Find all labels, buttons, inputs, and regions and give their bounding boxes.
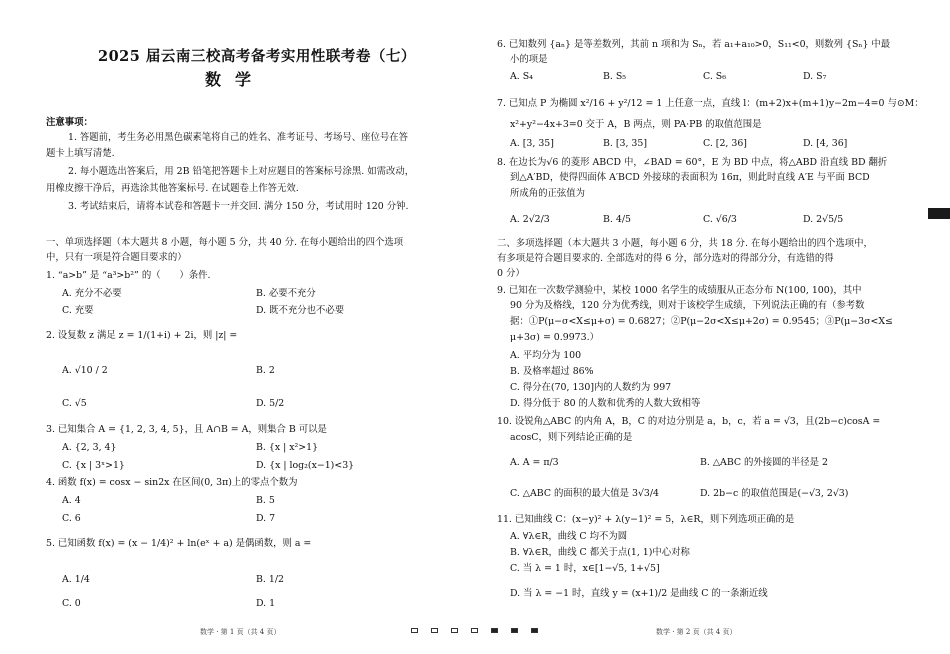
- option: D. 当 λ = −1 时，直线 y = (x+1)/2 是曲线 C 的一条渐近线: [510, 588, 768, 599]
- option: B. ∀λ∈R，曲线 C 都关于点(1, 1)中心对称: [510, 547, 690, 558]
- option: D. 5/2: [256, 398, 285, 409]
- registration-mark: [451, 628, 458, 633]
- question-4: 4. 函数 f(x) = cosx − sin2x 在区间(0, 3π)上的零点个数为: [46, 477, 298, 488]
- option: B. △ABC 的外接圆的半径是 2: [700, 457, 828, 468]
- question-2: 2. 设复数 z 满足 z = 1/(1+i) + 2i，则 |z| =: [46, 330, 238, 341]
- option: C. 0: [62, 598, 81, 609]
- notice-line: 1. 答题前，考生务必用黑色碳素笔将自己的姓名、准考证号、考场号、座位号在答: [68, 132, 409, 143]
- option: B. [3, 35]: [603, 138, 648, 149]
- option: D. 既不充分也不必要: [256, 305, 345, 316]
- notice-line: 题卡上填写清楚.: [46, 148, 115, 159]
- option: C. 得分在(70, 130]内的人数约为 997: [510, 382, 672, 393]
- section-2-heading-cont: 有多项是符合题目要求的. 全部选对的得 6 分，部分选对的得部分分，有选错的得: [497, 253, 834, 264]
- option: C. S₆: [703, 71, 726, 82]
- question-11: 11. 已知曲线 C：(x−y)² + λ(y−1)² = 5，λ∈R，则下列选项正确的是: [497, 514, 795, 525]
- option: B. 4/5: [603, 214, 631, 225]
- notice-line: 3. 考试结束后，请将本试卷和答题卡一并交回. 满分 150 分，考试用时 120 分钟.: [68, 201, 409, 212]
- option: D. S₇: [803, 71, 827, 82]
- option: C. 6: [62, 513, 81, 524]
- option: C. 充要: [62, 305, 94, 316]
- question-6-cont: 小的项是: [510, 54, 548, 65]
- question-6: 6. 已知数列 {aₙ} 是等差数列，其前 n 项和为 Sₙ，若 a₁+a₁₀>0，S₁₁<0，则数列 {Sₙ} 中最: [497, 39, 891, 50]
- registration-mark: [491, 628, 498, 633]
- notice-line: 用橡皮擦干净后，再选涂其他答案标号. 在试题卷上作答无效.: [46, 183, 299, 194]
- page-footer: 数学 · 第 2 页（共 4 页）: [656, 628, 737, 636]
- option: D. 得分低于 80 的人数和优秀的人数大致相等: [510, 398, 701, 409]
- question-10-cont: acosC，则下列结论正确的是: [510, 432, 633, 443]
- option: B. 2: [256, 365, 275, 376]
- registration-mark: [411, 628, 418, 633]
- question-3: 3. 已知集合 A = {1, 2, 3, 4, 5}，且 A∩B = A，则集合 B 可以是: [46, 424, 327, 435]
- option: A. S₄: [510, 71, 533, 82]
- option: D. 2√5/5: [803, 214, 844, 225]
- option: D. 1: [256, 598, 276, 609]
- option: B. 及格率超过 86%: [510, 366, 594, 377]
- option: A. 4: [62, 495, 81, 506]
- registration-mark: [471, 628, 478, 633]
- question-8-cont: 所成角的正弦值为: [510, 188, 586, 199]
- option: D. 7: [256, 513, 276, 524]
- section-1-heading-cont: 中，只有一项是符合题目要求的）: [46, 252, 187, 263]
- question-7: 7. 已知点 P 为椭圆 x²/16 + y²/12 = 1 上任意一点，直线 l：(m+2)x+(m+1)y−2m−4=0 与⊙M：: [497, 98, 924, 109]
- page-footer: 数学 · 第 1 页（共 4 页）: [200, 628, 281, 636]
- option: D. {x | log₂(x−1)<3}: [256, 460, 355, 471]
- question-5: 5. 已知函数 f(x) = (x − 1/4)² + ln(eˣ + a) 是偶函数，则 a =: [46, 538, 312, 549]
- option: A. 平均分为 100: [510, 350, 582, 361]
- question-8: 8. 在边长为√6 的菱形 ABCD 中，∠BAD = 60°，E 为 BD 中点，将△ABD 沿直线 BD 翻折: [497, 157, 888, 168]
- notice-heading: 注意事项：: [46, 117, 93, 128]
- section-2-heading-cont: 0 分）: [497, 268, 525, 279]
- subject-title: 数学: [205, 70, 266, 89]
- option: C. 当 λ = 1 时，x∈[1−√5, 1+√5]: [510, 563, 660, 574]
- option: A. [3, 35]: [510, 138, 554, 149]
- option: C. △ABC 的面积的最大值是 3√3/4: [510, 488, 660, 499]
- registration-mark: [531, 628, 538, 633]
- option: C. √6/3: [703, 214, 737, 225]
- option: A. 1/4: [62, 574, 90, 585]
- registration-mark: [431, 628, 438, 633]
- option: A. √10 / 2: [62, 365, 108, 376]
- option: C. {x | 3ˣ>1}: [62, 460, 125, 471]
- option: C. [2, 36]: [703, 138, 747, 149]
- exam-title: 2025 届云南三校高考备考实用性联考卷（七）: [98, 48, 416, 65]
- option: D. [4, 36]: [803, 138, 848, 149]
- option: B. 1/2: [256, 574, 284, 585]
- question-9: 9. 已知在一次数学测验中，某校 1000 名学生的成绩服从正态分布 N(100, 100)，其中: [497, 285, 862, 296]
- question-9-cont: 据：①P(μ−σ<X≤μ+σ) = 0.6827；②P(μ−2σ<X≤μ+2σ) = 0.9545；③P(μ−3σ<X≤: [510, 316, 893, 327]
- question-1: 1. “a>b” 是 “a³>b²” 的（ ）条件.: [46, 270, 211, 281]
- section-1-heading: 一、单项选择题（本大题共 8 小题，每小题 5 分，共 40 分. 在每小题给出的四个选项: [46, 237, 404, 248]
- option: A. A = π/3: [510, 457, 559, 468]
- side-tab-marker: [928, 208, 950, 219]
- option: D. 2b−c 的取值范围是(−√3, 2√3): [700, 488, 849, 499]
- section-2-heading: 二、多项选择题（本大题共 3 小题，每小题 6 分，共 18 分. 在每小题给出的四个选项中，: [497, 238, 873, 249]
- question-8-cont: 到△A′BD，使得四面体 A′BCD 外接球的表面积为 16π，则此时直线 A′E 与平面 BCD: [510, 172, 870, 183]
- registration-mark: [511, 628, 518, 633]
- question-9-cont: μ+3σ) = 0.9973.）: [510, 332, 599, 343]
- question-7-cont: x²+y²−4x+3=0 交于 A，B 两点，则 PA·PB 的取值范围是: [510, 119, 762, 130]
- question-10: 10. 设锐角△ABC 的内角 A，B，C 的对边分别是 a，b，c，若 a = √3，且(2b−c)cosA =: [497, 416, 881, 427]
- option: A. ∀λ∈R，曲线 C 均不为圆: [510, 531, 628, 542]
- notice-line: 2. 每小题选出答案后，用 2B 铅笔把答题卡上对应题目的答案标号涂黑. 如需改动，: [68, 166, 415, 177]
- option: B. 5: [256, 495, 275, 506]
- option: B. {x | x²>1}: [256, 442, 319, 453]
- option: B. 必要不充分: [256, 288, 316, 299]
- question-9-cont: 90 分为及格线，120 分为优秀线，则对于该校学生成绩，下列说法正确的有（参考数: [510, 300, 865, 311]
- option: A. 2√2/3: [510, 214, 550, 225]
- option: C. √5: [62, 398, 87, 409]
- option: A. 充分不必要: [62, 288, 122, 299]
- option: A. {2, 3, 4}: [62, 442, 117, 453]
- option: B. S₅: [603, 71, 627, 82]
